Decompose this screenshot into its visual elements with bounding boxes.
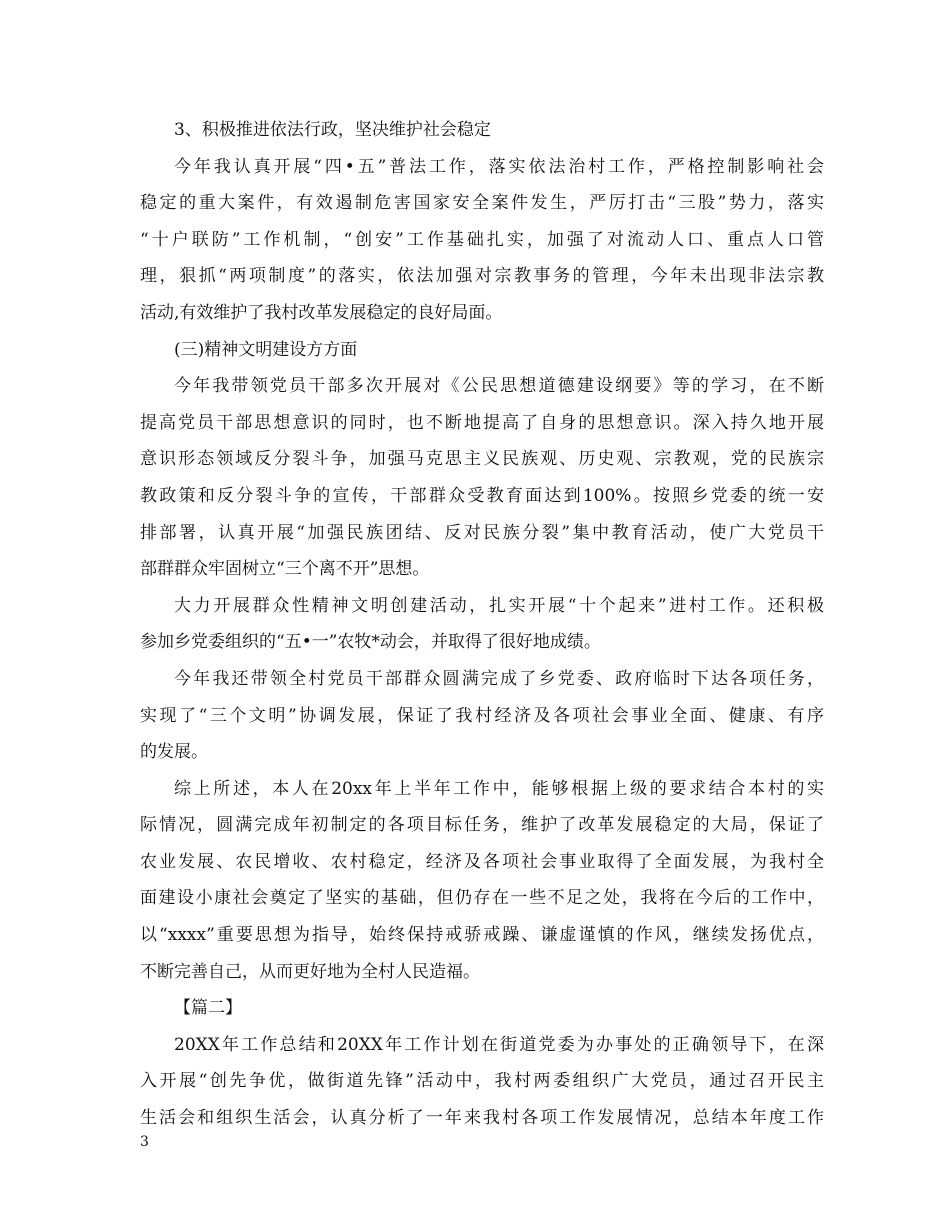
- text-line: 参加乡党委组织的“五•一”农牧*动会，并取得了很好地成绩。: [140, 632, 601, 653]
- text-line: “十户联防”工作机制，“创安”工作基础扎实，加强了对流动人口、重点人口管: [140, 229, 824, 250]
- text-line: 稳定的重大案件，有效遏制危害国家安全案件发生，严厉打击“三股”势力，落实: [140, 193, 824, 214]
- text-line: 部群群众牢固树立“三个离不开”思想。: [140, 559, 430, 580]
- text-line: 实现了“三个文明”协调发展，保证了我村经济及各项社会事业全面、健康、有序: [140, 705, 824, 726]
- text-line: 活动,有效维护了我村改革发展稳定的良好局面。: [140, 302, 503, 323]
- text-line: 综上所述，本人在20xx年上半年工作中，能够根据上级的要求结合本村的实: [174, 778, 824, 799]
- text-line: 生活会和组织生活会，认真分析了一年来我村各项工作发展情况，总结本年度工作: [140, 1108, 824, 1129]
- text-line: 排部署，认真开展“加强民族团结、反对民族分裂”集中教育活动，使广大党员干: [140, 522, 824, 543]
- text-line: 际情况，圆满完成年初制定的各项目标任务，维护了改革发展稳定的大局，保证了: [140, 815, 824, 836]
- text-line: 提高党员干部思想意识的同时，也不断地提高了自身的思想意识。深入持久地开展: [140, 412, 824, 433]
- text-line: 教政策和反分裂斗争的宣传，干部群众受教育面达到100%。按照乡党委的统一安: [140, 485, 824, 506]
- text-line: 3、积极推进依法行政，坚决维护社会稳定: [174, 120, 491, 140]
- text-line: 今年我认真开展“四•五”普法工作，落实依法治村工作，严格控制影响社会: [174, 156, 824, 177]
- text-line: 农业发展、农民增收、农村稳定，经济及各项社会事业取得了全面发展，为我村全: [140, 851, 824, 872]
- text-line: 理，狠抓“两项制度”的落实，依法加强对宗教事务的管理，今年未出现非法宗教: [140, 266, 824, 287]
- text-line: 20XX年工作总结和20XX年工作计划在街道党委为办事处的正确领导下，在深: [174, 1034, 824, 1055]
- text-line: 今年我带领党员干部多次开展对《公民思想道德建设纲要》等的学习，在不断: [174, 376, 824, 397]
- text-line: 不断完善自己，从而更好地为全村人民造福。: [140, 961, 480, 982]
- text-line: 入开展“创先争优，做街道先锋”活动中，我村两委组织广大党员，通过召开民主: [140, 1071, 824, 1092]
- text-line: 【篇二】: [174, 998, 242, 1019]
- text-line: 的发展。: [140, 742, 208, 763]
- text-line: (三)精神文明建设方方面: [174, 339, 358, 360]
- text-line: 意识形态领域反分裂斗争，加强马克思主义民族观、历史观、宗教观，党的民族宗: [140, 449, 824, 470]
- text-line: 面建设小康社会奠定了坚实的基础，但仍存在一些不足之处，我将在今后的工作中，: [140, 888, 824, 909]
- text-line: 以“xxxx”重要思想为指导，始终保持戒骄戒躁、谦虚谨慎的作风，继续发扬优点，: [140, 925, 824, 946]
- text-line: 大力开展群众性精神文明创建活动，扎实开展“十个起来”进村工作。还积极: [174, 595, 824, 616]
- text-line: 今年我还带领全村党员干部群众圆满完成了乡党委、政府临时下达各项任务，: [174, 668, 824, 689]
- page-number: 3: [140, 1134, 149, 1150]
- document-body: [140, 112, 824, 1137]
